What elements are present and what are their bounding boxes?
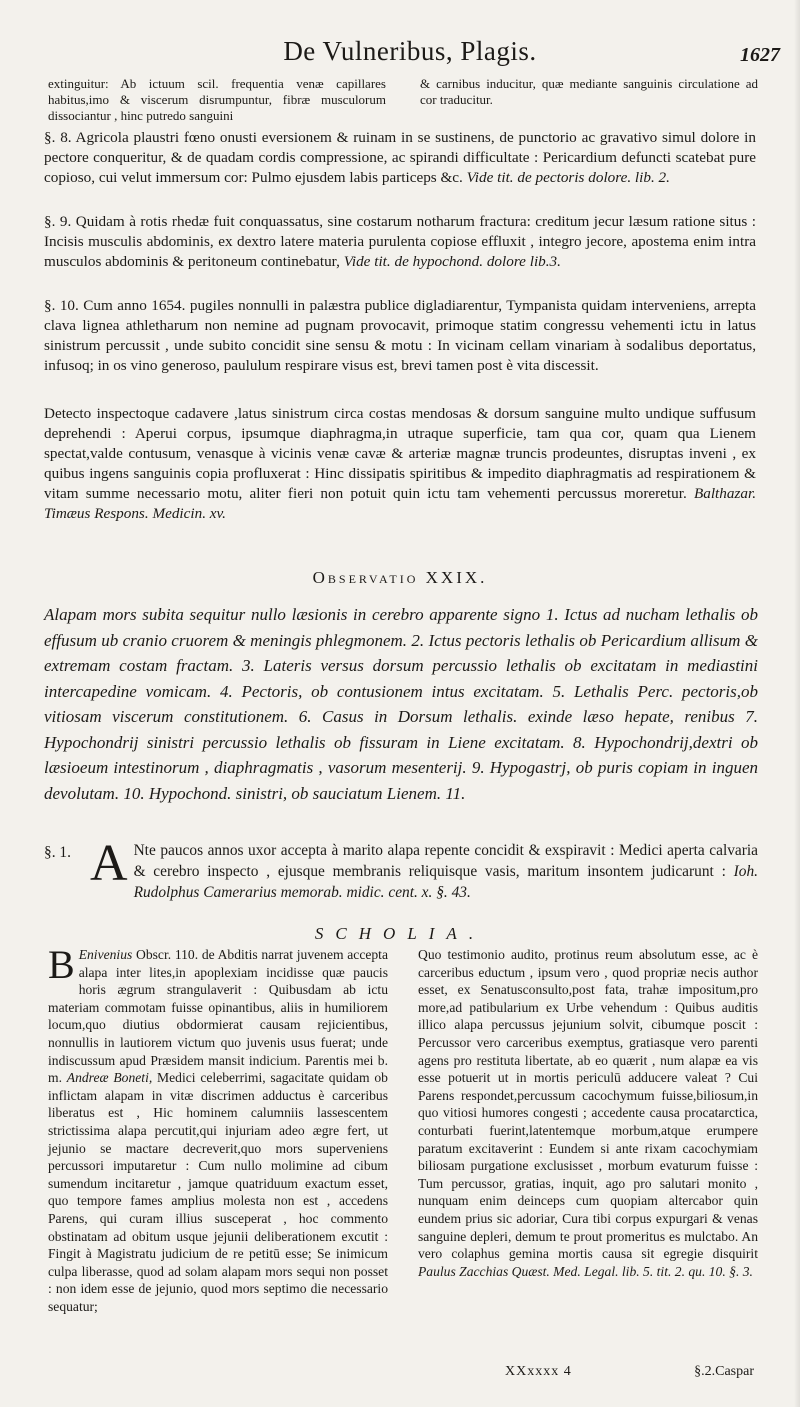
scholia-author-name: Enivenius [78,947,133,962]
section-10-dissection [44,404,756,524]
page-footer [0,1364,800,1388]
page-number: 1627 [740,44,780,66]
section-8-text: §. 8. Agricola plaustri fœno onusti eversionem & ruinam in se sustinens, de punctorio ac gravativo simul dolore in pectore conqueritur, & de quadam cordis compressione, ac spirandi difficultate : Pericardium defuncti scatebat pure copioso, cui velut immersum cor: Pulmo ejusdem labis particeps &c. [44,129,756,186]
scholia-right-column [418,946,758,1315]
continued-right-column: & carnibus inducitur, quæ mediante sanguinis circulatione ad cor traducitur. [420,76,758,107]
scholia-cited-name: Andreæ Boneti, [66,1070,153,1086]
running-head [40,36,780,76]
scholia-right-reference: Paulus Zacchias Quæst. Med. Legal. lib. 5. tit. 2. qu. 10. §. 3. [418,1263,753,1279]
case-1-number: §. 1. [44,844,71,861]
section-10-reference: Balthazar. Timæus Respons. Medicin. xv. [44,485,756,522]
case-1 [44,835,758,903]
scholia-left-column [48,942,388,1315]
section-8-reference: Vide tit. de pectoris dolore. lib. 2. [466,169,670,186]
case-1-text: Nte paucos annos uxor accepta à marito alapa repente concidit & exspiravit : Medici aperta calvaria & cerebro inspecto , ejusque membranis reliquisque vasis, maritum insontem judicarunt : [133,842,758,880]
page-edge-shadow [794,0,800,1407]
section-9-text: §. 9. Quidam à rotis rhedæ fuit conquassatus, sine costarum notharum fractura: creditum jecur læsum ratione situs : Incisis musculis abdominis, ex dextro latere materia purulenta copiose effluxit , integro jecore, apostema enim intra musculos abdominis & peritoneum continebatur, [44,213,756,270]
observatio-summary: Alapam mors subita sequitur nullo læsionis in cerebro apparente signo 1. Ictus ad nucham lethalis ob effusum ub cranio cruorem & meningis phlegmonem. 2. Ictus pectoris lethalis ob Pericardium allisum & extremam costam fractam. 3. Lateris versus dorsum percussio lethalis ob excitatam in mediastini intercapedine vomicam. 4. Pectoris, ob contusionem intus excitatam. 5. Lethalis Perc. pectoris,ob vitiosam viscerum constitutionem. 6. Casus in Dorsum lethalis. exinde læso hepate, renibus 7. Hypochondrij sinistri percussio lethalis ob fissuram in Liene excitatam. 8. Hypochondrij,dextri ob læsioeum intestinorum , diaphragmatis , vasorum mesenterij. 9. Hypogastrj, ob puris copiam in inguen devolutam. 10. Hypochond. sinistri, ob sauciatum Lienem. 11. [44,605,758,803]
signature-mark: XXxxxx 4 [505,1364,572,1379]
section-10-dissection-text: Detecto inspectoque cadavere ,latus sinistrum circa costas mendosas & dorsum sanguine multo undique suffusum deprehendi : Aperui corpus, ipsumque diaphragma,in utraque superficie, tam qua cor, quam qua Lienem spectat,valde contusum, venasque à vicinis venæ cavæ & arteriæ magnæ truncis prodeuntes, disruptas inveni , ex quibus ingens sanguinis copia profluxerat : Hinc dissipatis spiritibus & impedito diaphragmatis ad respirationem & vitam summe necessario motu, aliter fieri non potuit quin ictu tam vehementi percussus moreretur. [44,405,756,502]
section-8 [44,128,756,188]
page-title: De Vulneribus, Plagis. [283,36,537,66]
section-9-reference: Vide tit. de hypochond. dolore lib.3. [343,253,561,270]
case-1-reference: Ioh. Rudolphus Camerarius memorab. midic. cent. x. §. 43. [133,863,758,901]
continued-left-column: extinguitur: Ab ictuum scil. frequentia venæ capillares habitus,imo & viscerum disrumpuntur, fibræ musculorum dissociantur , hinc putredo sanguini [48,76,386,123]
section-9 [44,212,756,272]
catchword: §.2.Caspar [694,1364,754,1379]
scholia-right-text: Quo testimonio audito, protinus reum absolutum esse, ac è carceribus eductum , ipsum vero , quod propriæ necis author esset, ex Senatusconsulto,post fata, trahæ impositum,pro more,ad patibularium ex Urbe vehendum : Quibus auditis illico alapa percussus jejunium solvit, cibumque poscit : Percussor vero carceribus exemptus, gratiasque vero parenti agens pro restituta libertate, ab eo quærit , num alapæ ea vis esse potuerit ut in mortis periculū adducere valeat ? Cui Parens respondet,percussum cacochymum fuisse,biliosum,in quo vitiosi humores congesti ; accedente causa procatarctica, conturbati fuerint,latentemque morbum,atque erumpere paratum excitaverint : Eundem si ante rixam cacochymiam biliosam purgatione exclusisset , morbum evaturum fuisse : Tum percussor, gratias, inquit, ago pro salutari monito , nunquam enim deinceps cum quopiam altercabor quin eundem prius sic adoriar, Cura tibi corpus expurgari & venas sanguine depleri, demum te prout promeritus es mulctabo. An vero colaphus gemina mortis causa sit egregie disquirit [418,947,758,1262]
scholia-left-text-continued: Medici celeberrimi, sagacitate quidam ob inflictam alapam in vitæ discrimen adductus è carceribus liberatus est , Hic hominem calumniis lassescentem strictissima alapa percutit,qui injuriam adeo ægre fert, ut jejunio se mactare decreverit,quo mors superveniens percussori imputaretur : Cum nullo molimine ad cibum sumendum incitaretur , jamque quatriduum exactum esset, quo tempore fames amplius molesta non est , accedens Parens, qui curam illius susceperat , hoc commento obstinatam ad obitum usque jejunii deliberationem excutit : Fingit à Magistratu judicium de re petitū esse; Se inimicum culpa liberasse, quod ad solam alapam mors sequi non posset : non idem esse de jejunio, quod mors septimo die necessario sequatur; [48,1070,388,1314]
section-10-text: §. 10. Cum anno 1654. pugiles nonnulli in palæstra publice digladiarentur, Tympanista quidam interveniens, arrepta clava lignea athletharum non nemine ad pugnam provocavit, primoque statim congressu vehementi ictu in latus sinistrum percussit , unde subito concidit sine sensu & motu : In vicinam cellam vinariam à sodalibus deportatus, infusoq; in os vino generoso, paululum respirare visus est, brevi tamen post è vita discessit. [44,297,756,374]
section-10 [44,296,756,376]
scholia-initial: B [48,942,75,987]
continued-columns [48,76,758,124]
scholia-heading: SCHOLIA. [314,924,486,943]
case-1-initial: A [90,835,128,892]
scholia-left-text: Obscr. 110. de Abditis narrat juvenem accepta alapa inter lites,in apoplexiam incidisse quæ paucis horis ægrum strangulaverit : Quibusdam ab ictu materiam commotam fuisse opinantibus, aliis in humiliorem locum,quo diutius obdormierat causam rejicientibus, nonnullis in lautiorem victum quo juvenis usus fuerat; unde indiscussum apud Præsidem mansit indicium. Parentis mei b. m. [48,947,388,1086]
scholia-columns [48,942,758,1315]
observatio-heading: Observatio XXIX. [312,568,488,587]
